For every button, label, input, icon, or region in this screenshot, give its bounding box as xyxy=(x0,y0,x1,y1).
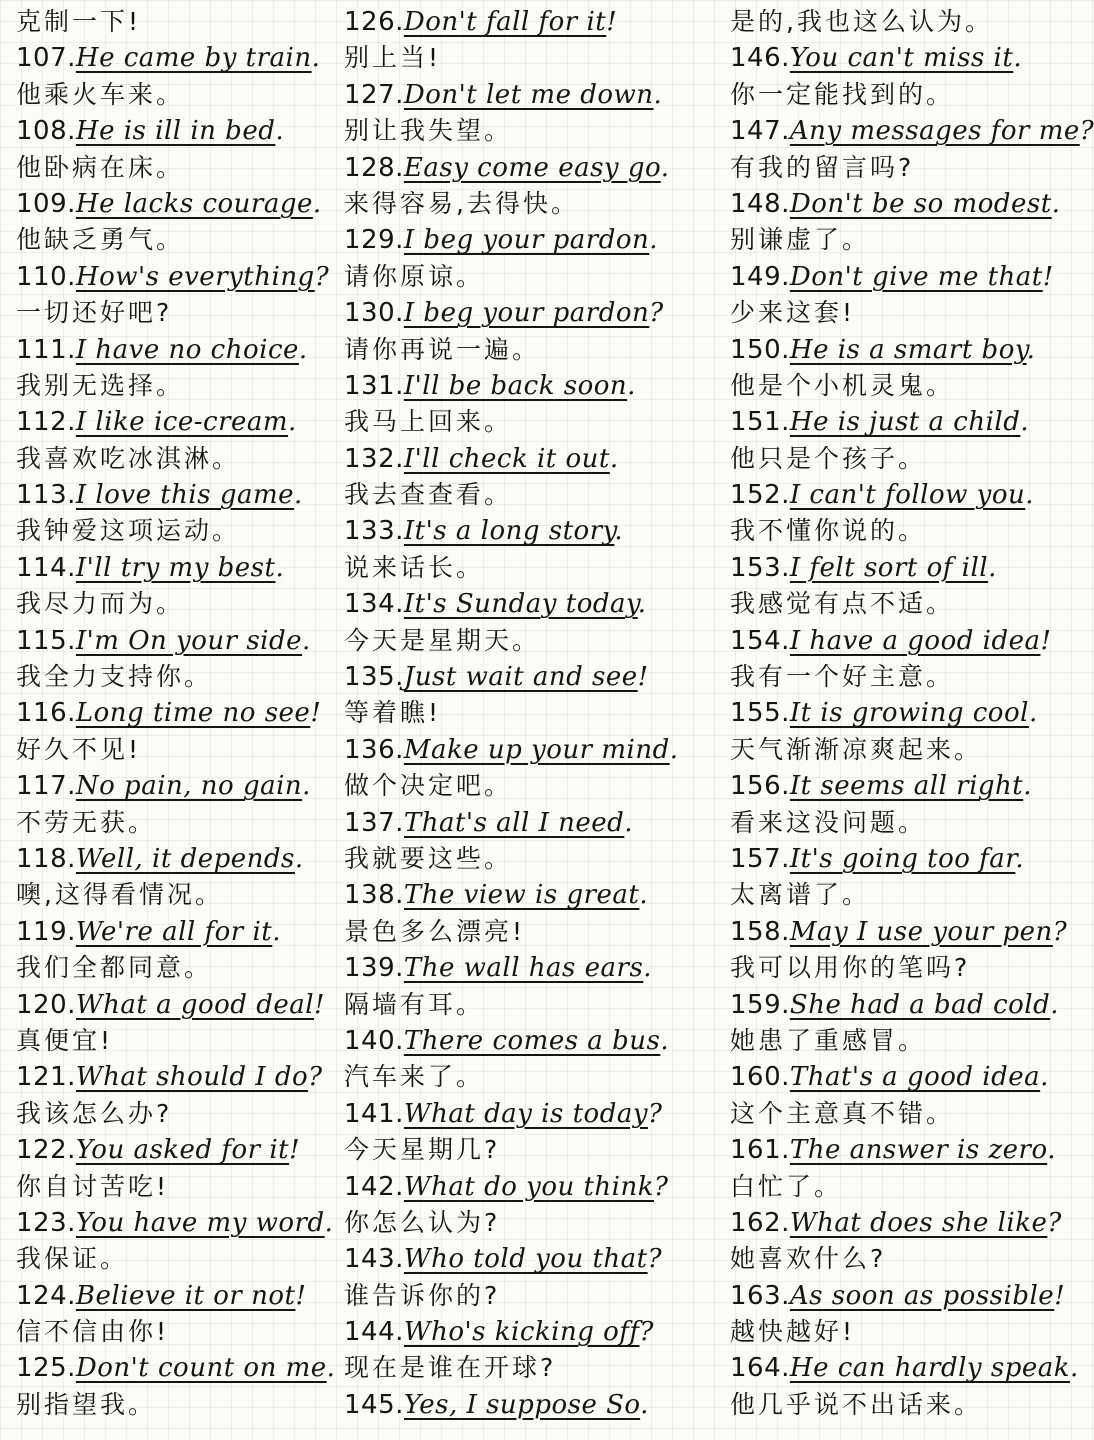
english-phrase: I have a good idea xyxy=(789,625,1041,656)
chinese-translation: 你怎么认为? xyxy=(344,1207,501,1237)
phrase-punctuation: . xyxy=(1040,1062,1049,1093)
english-phrase: May I use your pen xyxy=(789,916,1053,947)
english-phrase: Who told you that xyxy=(403,1244,648,1275)
english-phrase: What does she like xyxy=(789,1207,1048,1238)
chinese-translation: 我去查查看。 xyxy=(344,480,513,510)
english-phrase: Who's kicking off xyxy=(403,1317,640,1348)
phrase-number: 126. xyxy=(344,7,404,37)
phrase-punctuation: . xyxy=(1013,43,1023,74)
phrase-entry xyxy=(16,113,332,149)
phrase-punctuation: . xyxy=(653,79,663,110)
english-phrase: Just wait and see xyxy=(403,662,638,693)
continued-translation: 克制一下! xyxy=(16,7,142,36)
phrase-number: 151. xyxy=(730,407,790,438)
phrase-number: 116. xyxy=(16,698,76,729)
phrase-punctuation: . xyxy=(326,1353,336,1384)
phrase-entry xyxy=(730,987,1070,1023)
phrase-number: 143. xyxy=(344,1244,404,1275)
phrase-number: 112. xyxy=(16,407,76,438)
chinese-translation: 他几乎说不出话来。 xyxy=(730,1389,983,1419)
chinese-translation: 我喜欢吃冰淇淋。 xyxy=(16,443,241,473)
english-phrase: I'm On your side xyxy=(75,625,303,656)
phrase-punctuation: . xyxy=(1047,1135,1056,1166)
chinese-translation: 隔墙有耳。 xyxy=(344,989,485,1019)
english-phrase: Don't give me that xyxy=(789,261,1043,292)
phrase-entry xyxy=(730,477,1070,513)
phrase-entry xyxy=(16,186,332,222)
chinese-translation: 今天星期几? xyxy=(344,1135,501,1165)
phrase-number: 128. xyxy=(344,152,404,183)
chinese-translation: 白忙了。 xyxy=(730,1171,843,1201)
phrase-number: 108. xyxy=(16,116,76,147)
english-phrase: There comes a bus xyxy=(403,1025,661,1056)
continued-translation: 是的,我也这么认为。 xyxy=(730,7,993,36)
column-1 xyxy=(16,4,336,1423)
phrase-entry xyxy=(344,222,716,258)
phrase-punctuation: ? xyxy=(1047,1207,1062,1238)
chinese-translation: 一切还好吧? xyxy=(16,298,173,328)
phrase-entry xyxy=(16,550,332,586)
phrase-entry xyxy=(16,1205,332,1241)
chinese-translation: 我们全都同意。 xyxy=(16,953,213,983)
phrase-punctuation: ? xyxy=(648,1098,663,1129)
english-phrase: That's all I need xyxy=(403,807,625,838)
phrase-punctuation: . xyxy=(294,480,303,511)
phrase-punctuation: . xyxy=(272,916,282,947)
english-phrase: I have no choice xyxy=(75,334,299,365)
phrase-punctuation: ? xyxy=(639,1317,654,1348)
english-phrase: Make up your mind xyxy=(403,734,670,765)
english-phrase: It's Sunday today xyxy=(403,589,638,620)
english-phrase: Don't be so modest xyxy=(789,188,1052,219)
phrase-number: 110. xyxy=(16,261,76,292)
phrase-entry xyxy=(16,841,332,877)
phrase-punctuation: ! xyxy=(310,698,322,729)
english-phrase: Long time no see xyxy=(75,698,311,729)
english-phrase: As soon as possible xyxy=(789,1280,1055,1311)
phrase-entry xyxy=(730,1059,1070,1095)
phrase-punctuation: ! xyxy=(606,7,618,37)
phrase-punctuation: . xyxy=(302,625,311,656)
chinese-translation: 请你再说一遍。 xyxy=(344,334,541,364)
phrase-number: 135. xyxy=(344,662,404,693)
phrase-entry xyxy=(730,1205,1070,1241)
column-3 xyxy=(730,4,1094,1423)
english-phrase: I like ice-cream xyxy=(75,407,289,438)
chinese-translation: 他乘火车来。 xyxy=(16,79,185,109)
phrase-punctuation: ! xyxy=(1042,261,1054,292)
phrase-number: 160. xyxy=(730,1062,790,1093)
chinese-translation: 别谦虚了。 xyxy=(730,225,871,255)
chinese-translation: 谁告诉你的? xyxy=(344,1280,501,1310)
chinese-translation: 不劳无获。 xyxy=(16,807,157,837)
chinese-translation: 别上当! xyxy=(344,43,442,73)
phrase-entry xyxy=(344,4,716,40)
phrase-punctuation: ! xyxy=(1040,625,1052,656)
phrase-number: 117. xyxy=(16,771,76,802)
chinese-translation: 现在是谁在开球? xyxy=(344,1353,557,1383)
phrase-entry xyxy=(344,877,716,913)
phrase-punctuation: . xyxy=(1020,407,1030,438)
english-phrase: What a good deal xyxy=(75,989,315,1020)
chinese-translation: 太离谱了。 xyxy=(730,880,871,910)
phrase-number: 162. xyxy=(730,1207,790,1238)
phrase-punctuation: ! xyxy=(295,1280,307,1311)
chinese-translation: 我尽力而为。 xyxy=(16,589,185,619)
phrase-number: 138. xyxy=(344,880,404,911)
phrase-entry xyxy=(16,40,332,76)
english-phrase: What should I do xyxy=(75,1062,309,1093)
phrase-punctuation: . xyxy=(637,589,647,620)
phrase-number: 109. xyxy=(16,188,76,219)
phrase-number: 118. xyxy=(16,843,76,874)
phrase-entry xyxy=(16,695,332,731)
phrase-entry xyxy=(16,1350,336,1386)
english-phrase: It seems all right xyxy=(789,771,1024,802)
english-phrase: She had a bad cold xyxy=(789,989,1051,1020)
phrase-entry xyxy=(730,332,1070,368)
english-phrase: I love this game xyxy=(75,480,295,511)
phrase-entry xyxy=(344,1023,716,1059)
phrase-number: 159. xyxy=(730,989,790,1020)
phrase-punctuation: . xyxy=(669,734,679,765)
chinese-translation: 越快越好! xyxy=(730,1317,856,1347)
phrase-number: 136. xyxy=(344,734,404,765)
phrase-number: 130. xyxy=(344,298,404,329)
phrase-number: 147. xyxy=(730,116,790,147)
chinese-translation: 你自讨苦吃! xyxy=(16,1171,170,1201)
phrase-punctuation: . xyxy=(1023,771,1032,802)
chinese-translation: 看来这没问题。 xyxy=(730,807,927,837)
phrase-entry xyxy=(344,732,716,768)
phrase-punctuation: ! xyxy=(314,989,325,1020)
phrase-punctuation: . xyxy=(324,1207,334,1238)
phrase-entry xyxy=(730,259,1070,295)
english-phrase: He is a smart boy xyxy=(789,334,1027,365)
english-phrase: What do you think xyxy=(403,1171,654,1202)
english-phrase: He lacks courage xyxy=(75,188,313,219)
english-phrase: He can hardly speak xyxy=(789,1353,1071,1384)
phrase-number: 137. xyxy=(344,807,404,838)
english-phrase: We're all for it xyxy=(75,916,273,947)
phrase-punctuation: . xyxy=(1028,698,1038,729)
phrase-entry xyxy=(16,623,332,659)
english-phrase: That's a good idea xyxy=(789,1062,1041,1093)
english-phrase: The wall has ears xyxy=(403,953,644,984)
phrase-punctuation: . xyxy=(639,880,649,911)
phrase-punctuation: ! xyxy=(289,1135,301,1166)
phrase-number: 124. xyxy=(16,1280,76,1311)
english-phrase: No pain, no gain xyxy=(75,771,303,802)
chinese-translation: 信不信由你! xyxy=(16,1317,170,1347)
phrase-number: 113. xyxy=(16,480,76,511)
phrase-entry xyxy=(730,404,1070,440)
chinese-translation: 我有一个好主意。 xyxy=(730,662,955,692)
phrase-entry xyxy=(344,659,716,695)
phrase-punctuation: ? xyxy=(308,1062,323,1093)
phrase-punctuation: . xyxy=(988,552,997,583)
phrase-number: 121. xyxy=(16,1062,76,1093)
phrase-punctuation: . xyxy=(1026,334,1036,365)
chinese-translation: 汽车来了。 xyxy=(344,1062,485,1092)
phrase-punctuation: . xyxy=(1051,188,1061,219)
phrase-entry xyxy=(16,1278,332,1314)
phrase-entry xyxy=(344,150,716,186)
chinese-translation: 少来这套! xyxy=(730,298,856,328)
phrase-number: 139. xyxy=(344,953,404,984)
phrase-entry xyxy=(730,1132,1070,1168)
english-phrase: How's everything xyxy=(75,261,315,292)
english-phrase: Yes, I suppose So xyxy=(403,1389,641,1420)
chinese-translation: 今天是星期天。 xyxy=(344,625,541,655)
chinese-translation: 我全力支持你。 xyxy=(16,662,213,692)
chinese-translation: 她患了重感冒。 xyxy=(730,1025,927,1055)
phrase-entry xyxy=(344,368,716,404)
phrase-number: 146. xyxy=(730,43,790,74)
phrase-entry xyxy=(730,1278,1070,1314)
english-phrase: Believe it or not xyxy=(75,1280,296,1311)
phrase-punctuation: . xyxy=(311,43,321,74)
phrase-punctuation: ! xyxy=(637,662,649,693)
chinese-translation: 我马上回来。 xyxy=(344,407,513,437)
phrase-number: 163. xyxy=(730,1280,790,1311)
phrase-entry xyxy=(16,404,332,440)
english-phrase: I'll check it out xyxy=(403,443,610,474)
english-phrase: It's going too far xyxy=(789,843,1016,874)
phrase-number: 152. xyxy=(730,480,790,511)
phrase-punctuation: . xyxy=(288,407,297,438)
phrase-entry xyxy=(344,950,716,986)
english-phrase: Any messages for me xyxy=(789,116,1080,147)
english-phrase: Don't count on me xyxy=(75,1353,327,1384)
phrase-number: 127. xyxy=(344,79,404,110)
chinese-translation: 来得容易,去得快。 xyxy=(344,188,579,218)
phrase-number: 157. xyxy=(730,843,790,874)
phrase-number: 131. xyxy=(344,370,404,401)
phrase-entry xyxy=(16,768,332,804)
phrase-punctuation: . xyxy=(627,370,636,401)
chinese-translation: 我可以用你的笔吗? xyxy=(730,953,971,983)
phrase-entry xyxy=(344,1387,716,1423)
phrase-number: 149. xyxy=(730,261,790,292)
phrase-number: 132. xyxy=(344,443,404,474)
phrase-punctuation: . xyxy=(1025,480,1035,511)
chinese-translation: 说来话长。 xyxy=(344,552,485,582)
english-phrase: He is just a child xyxy=(789,407,1021,438)
phrase-entry xyxy=(730,768,1070,804)
chinese-translation: 天气渐渐凉爽起来。 xyxy=(730,734,983,764)
chinese-translation: 别让我失望。 xyxy=(344,116,513,146)
chinese-translation: 他是个小机灵鬼。 xyxy=(730,370,955,400)
english-phrase: Don't fall for it xyxy=(403,7,607,37)
english-phrase: It's a long story xyxy=(403,516,615,547)
chinese-translation: 等着瞧! xyxy=(344,698,442,728)
phrase-entry xyxy=(16,914,332,950)
chinese-translation: 景色多么漂亮! xyxy=(344,916,526,946)
phrase-number: 119. xyxy=(16,916,76,947)
phrase-punctuation: . xyxy=(643,953,653,984)
english-phrase: I'll be back soon xyxy=(403,370,628,401)
phrase-number: 133. xyxy=(344,516,404,547)
phrase-entry xyxy=(344,1169,716,1205)
phrase-entry xyxy=(16,1132,332,1168)
chinese-translation: 我不懂你说的。 xyxy=(730,516,927,546)
chinese-translation: 他卧病在床。 xyxy=(16,152,185,182)
phrase-number: 134. xyxy=(344,589,404,620)
phrase-entry xyxy=(16,1059,332,1095)
phrase-punctuation: . xyxy=(649,225,659,256)
phrase-entry xyxy=(730,1350,1079,1386)
phrase-punctuation: ? xyxy=(654,1171,669,1202)
phrase-number: 129. xyxy=(344,225,404,256)
phrase-punctuation: . xyxy=(640,1389,649,1420)
phrase-number: 161. xyxy=(730,1135,790,1166)
chinese-translation: 我该怎么办? xyxy=(16,1098,173,1128)
phrase-entry xyxy=(730,113,1094,149)
phrase-number: 142. xyxy=(344,1171,404,1202)
english-phrase: He is ill in bed xyxy=(75,116,276,147)
english-phrase: Well, it depends xyxy=(75,843,295,874)
column-2 xyxy=(344,4,716,1423)
english-phrase: He came by train xyxy=(75,43,312,74)
phrase-punctuation: ! xyxy=(1054,1280,1066,1311)
phrase-number: 158. xyxy=(730,916,790,947)
phrase-number: 123. xyxy=(16,1207,76,1238)
phrase-punctuation: . xyxy=(275,552,285,583)
english-phrase: I can't follow you xyxy=(789,480,1026,511)
chinese-translation: 我就要这些。 xyxy=(344,843,513,873)
chinese-translation: 她喜欢什么? xyxy=(730,1244,887,1274)
phrase-number: 164. xyxy=(730,1353,790,1384)
phrase-entry xyxy=(344,586,716,622)
phrase-punctuation: ? xyxy=(649,298,664,329)
phrase-entry xyxy=(730,550,1070,586)
phrase-punctuation: . xyxy=(660,1025,670,1056)
phrase-entry xyxy=(344,1241,716,1277)
phrase-number: 115. xyxy=(16,625,76,656)
phrase-entry xyxy=(344,77,716,113)
chinese-translation: 你一定能找到的。 xyxy=(730,79,955,109)
phrase-number: 156. xyxy=(730,771,790,802)
phrase-punctuation: ? xyxy=(647,1244,663,1275)
phrase-number: 145. xyxy=(344,1389,404,1420)
phrase-entry xyxy=(730,623,1070,659)
english-phrase: I'll try my best xyxy=(75,552,276,583)
phrase-punctuation: ? xyxy=(1079,116,1094,147)
chinese-translation: 我保证。 xyxy=(16,1244,129,1274)
phrase-entry xyxy=(344,1314,716,1350)
phrase-entry xyxy=(344,1096,716,1132)
phrase-entry xyxy=(16,987,332,1023)
phrase-entry xyxy=(344,805,716,841)
phrase-punctuation: ? xyxy=(1052,916,1068,947)
phrase-number: 125. xyxy=(16,1353,76,1384)
chinese-translation: 别指望我。 xyxy=(16,1389,157,1419)
phrase-number: 148. xyxy=(730,188,790,219)
phrase-entry xyxy=(344,513,716,549)
phrase-number: 144. xyxy=(344,1317,404,1348)
phrase-number: 120. xyxy=(16,989,76,1020)
phrase-punctuation: . xyxy=(302,771,311,802)
chinese-translation: 好久不见! xyxy=(16,734,142,764)
english-phrase: The answer is zero xyxy=(789,1135,1048,1166)
phrase-entry xyxy=(344,441,716,477)
phrase-punctuation: . xyxy=(609,443,619,474)
english-phrase: You asked for it xyxy=(75,1135,290,1166)
chinese-translation: 有我的留言吗? xyxy=(730,152,915,182)
phrase-punctuation: . xyxy=(1050,989,1060,1020)
chinese-translation: 真便宜! xyxy=(16,1025,114,1055)
chinese-translation: 他只是个孩子。 xyxy=(730,443,927,473)
phrase-entry xyxy=(16,332,332,368)
english-phrase: I beg your pardon xyxy=(403,298,650,329)
english-phrase: What day is today xyxy=(403,1098,649,1129)
english-phrase: I beg your pardon xyxy=(403,225,650,256)
phrase-number: 122. xyxy=(16,1135,76,1166)
phrase-entry xyxy=(730,914,1070,950)
chinese-translation: 我别无选择。 xyxy=(16,370,185,400)
chinese-translation: 我钟爱这项运动。 xyxy=(16,516,241,546)
english-phrase: You can't miss it xyxy=(789,43,1014,74)
english-phrase: I felt sort of ill xyxy=(789,552,989,583)
chinese-translation: 做个决定吧。 xyxy=(344,771,513,801)
phrase-entry xyxy=(16,477,332,513)
phrase-number: 153. xyxy=(730,552,790,583)
phrase-punctuation: . xyxy=(275,116,285,147)
chinese-translation: 噢,这得看情况。 xyxy=(16,880,223,910)
phrase-number: 155. xyxy=(730,698,790,729)
chinese-translation: 他缺乏勇气。 xyxy=(16,225,185,255)
phrase-punctuation: . xyxy=(294,843,304,874)
phrase-entry xyxy=(344,295,716,331)
phrase-entry xyxy=(730,695,1070,731)
english-phrase: It is growing cool xyxy=(789,698,1029,729)
phrase-punctuation: . xyxy=(1015,843,1025,874)
phrase-entry xyxy=(16,259,332,295)
phrase-punctuation: . xyxy=(660,152,670,183)
english-phrase: Don't let me down xyxy=(403,79,654,110)
phrase-punctuation: . xyxy=(312,188,322,219)
english-phrase: Easy come easy go xyxy=(403,152,661,183)
phrase-number: 141. xyxy=(344,1098,404,1129)
phrase-punctuation: . xyxy=(298,334,308,365)
phrase-number: 114. xyxy=(16,552,76,583)
phrase-punctuation: ? xyxy=(314,261,330,292)
phrase-entry xyxy=(730,40,1070,76)
phrase-entry xyxy=(730,186,1070,222)
phrase-number: 107. xyxy=(16,43,76,74)
phrase-number: 140. xyxy=(344,1025,404,1056)
phrase-punctuation: . xyxy=(624,807,634,838)
english-phrase: You have my word xyxy=(75,1207,325,1238)
phrase-number: 150. xyxy=(730,334,790,365)
chinese-translation: 我感觉有点不适。 xyxy=(730,589,955,619)
phrase-punctuation: . xyxy=(1070,1353,1079,1384)
phrase-number: 154. xyxy=(730,625,790,656)
phrase-number: 111. xyxy=(16,334,76,365)
chinese-translation: 这个主意真不错。 xyxy=(730,1098,955,1128)
chinese-translation: 请你原谅。 xyxy=(344,261,485,291)
phrase-punctuation: . xyxy=(614,516,624,547)
phrase-entry xyxy=(730,841,1070,877)
english-phrase: The view is great xyxy=(403,880,640,911)
